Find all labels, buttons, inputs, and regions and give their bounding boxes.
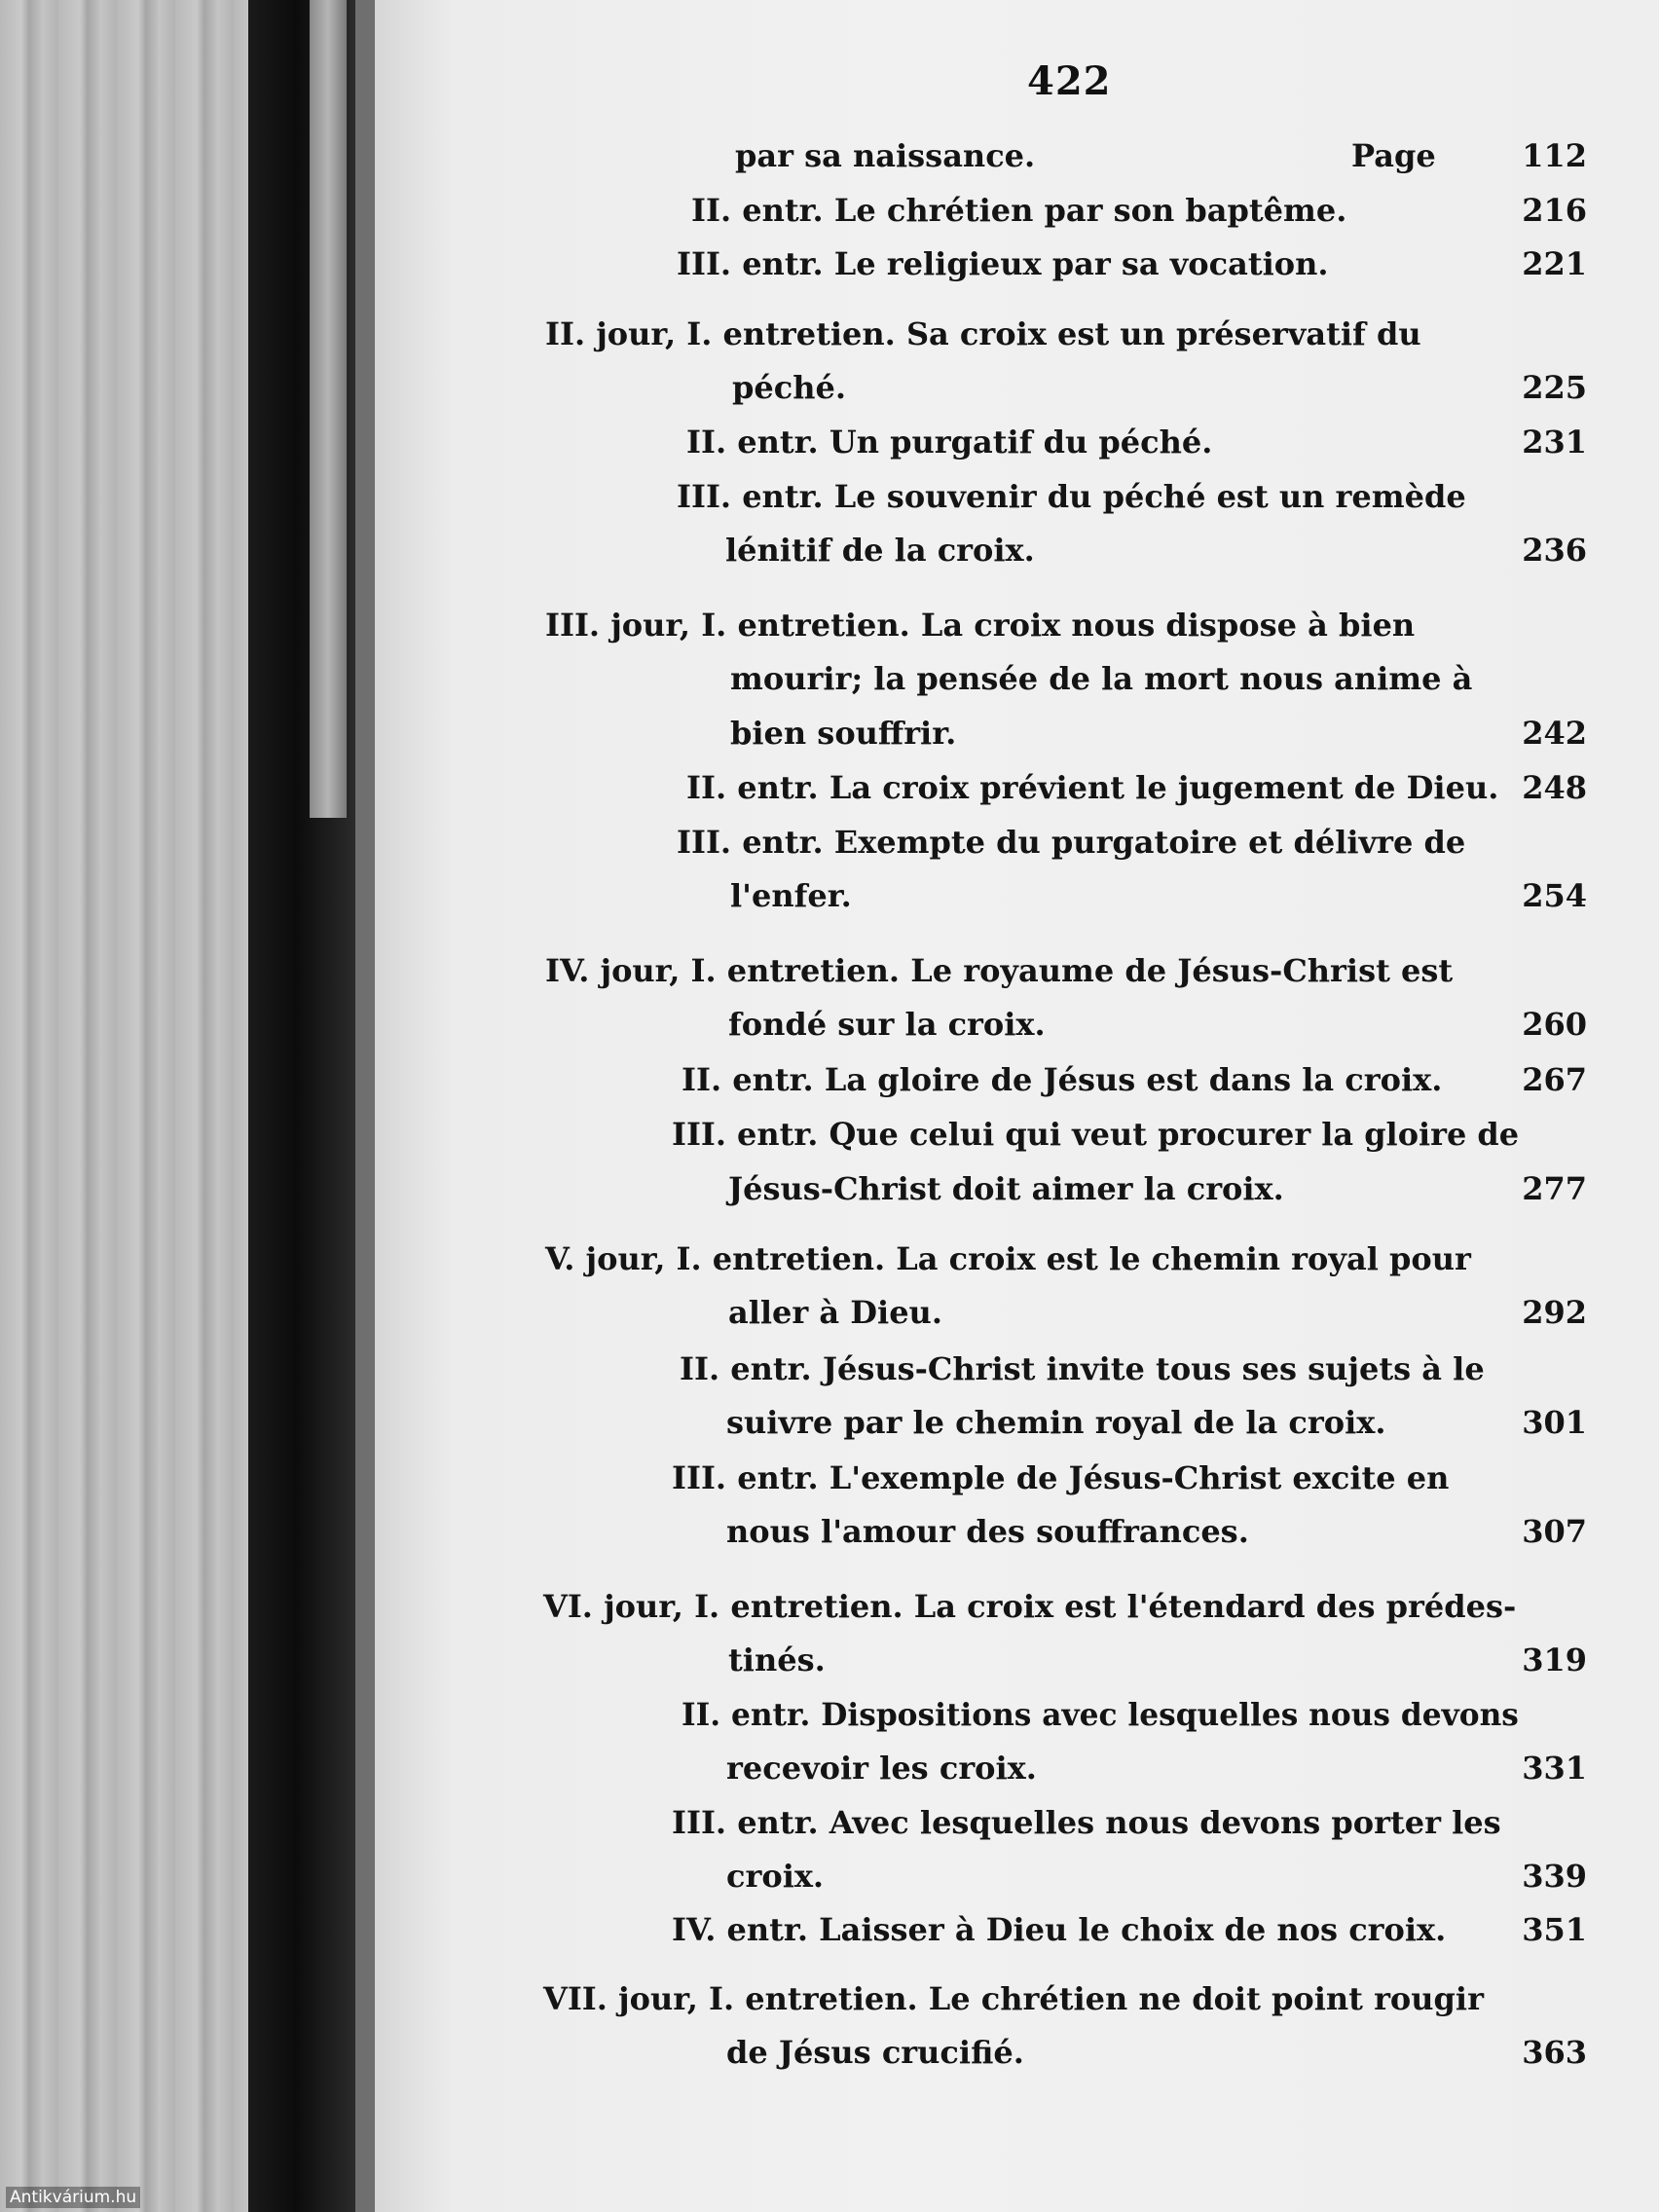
toc-entry-text: III. jour, I. entretien. La croix nous dispose à bien <box>545 607 1416 644</box>
watermark: Antikvárium.hu <box>6 2187 140 2208</box>
toc-entry-page: 331 <box>1522 1750 1587 1787</box>
toc-entry-text: recevoir les croix. <box>726 1750 1037 1787</box>
toc-entry-page: 236 <box>1522 532 1587 569</box>
toc-entry-text: VII. jour, I. entretien. Le chrétien ne doit point rougir <box>543 1980 1484 2017</box>
toc-entry-text: II. entr. Le chrétien par son baptême. <box>691 192 1347 229</box>
toc-entry-text: Jésus-Christ doit aimer la croix. <box>728 1170 1284 1207</box>
toc-entry-page: 112 <box>1522 137 1587 174</box>
toc-entry-page: 351 <box>1522 1911 1587 1948</box>
toc-entry-text: mourir; la pensée de la mort nous anime à <box>730 660 1473 697</box>
toc-entry-text: III. entr. L'exemple de Jésus-Christ excite en <box>672 1459 1450 1496</box>
toc-entry-text: croix. <box>726 1858 825 1895</box>
toc-entry-page: 301 <box>1522 1404 1587 1441</box>
toc-entry-text: IV. entr. Laisser à Dieu le choix de nos croix. <box>672 1911 1447 1948</box>
toc-entry-text: II. entr. Jésus-Christ invite tous ses sujets à le <box>680 1350 1485 1387</box>
toc-entry-text: tinés. <box>728 1641 826 1678</box>
toc-entry-text: III. entr. Le souvenir du péché est un remède <box>677 478 1466 515</box>
toc-entry-text: III. entr. Avec lesquelles nous devons porter les <box>672 1804 1501 1841</box>
toc-entry-text: bien souffrir. <box>730 715 957 752</box>
toc-entry-text: II. entr. Un purgatif du péché. <box>686 424 1213 461</box>
toc-entry-page: 221 <box>1522 245 1587 282</box>
page-number: 422 <box>1027 58 1112 104</box>
toc-entry-text: suivre par le chemin royal de la croix. <box>726 1404 1386 1441</box>
toc-entry-text: nous l'amour des souffrances. <box>726 1513 1249 1550</box>
toc-entry-text: péché. <box>732 369 846 406</box>
toc-entry-text: fondé sur la croix. <box>728 1006 1046 1043</box>
toc-entry-text: aller à Dieu. <box>728 1294 942 1331</box>
toc-entry-text: V. jour, I. entretien. La croix est le chemin royal pour <box>545 1240 1471 1277</box>
toc-entry-page: 339 <box>1522 1858 1587 1895</box>
toc-entry-text: II. entr. Dispositions avec lesquelles nous devons <box>682 1696 1519 1733</box>
toc-entry-page: 277 <box>1522 1170 1587 1207</box>
toc-entry-text: II. entr. La croix prévient le jugement de Dieu. <box>686 769 1499 806</box>
toc-entry-text: par sa naissance. <box>735 137 1036 174</box>
toc-entry-page: 248 <box>1522 769 1587 806</box>
toc-entry-page: 260 <box>1522 1006 1587 1043</box>
toc-entry-text: de Jésus crucifié. <box>726 2034 1024 2071</box>
toc-entry-text: III. entr. Exempte du purgatoire et délivre de <box>677 824 1466 861</box>
toc-entry-page: 363 <box>1522 2034 1587 2071</box>
toc-entry-text: l'enfer. <box>730 877 852 914</box>
toc-entry-text: III. entr. Que celui qui veut procurer la gloire de <box>672 1116 1520 1153</box>
toc-entry-page: 267 <box>1522 1061 1587 1098</box>
toc-entry-page: 292 <box>1522 1294 1587 1331</box>
toc-entry-text: II. jour, I. entretien. Sa croix est un préservatif du <box>545 315 1421 352</box>
toc-entry-page: 307 <box>1522 1513 1587 1550</box>
toc-entry-text: IV. jour, I. entretien. Le royaume de Jésus-Christ est <box>545 952 1454 989</box>
toc-entry-text: VI. jour, I. entretien. La croix est l'étendard des prédes- <box>543 1588 1517 1625</box>
toc-entry-page: 319 <box>1522 1641 1587 1678</box>
toc-entry-page: 242 <box>1522 715 1587 752</box>
toc-entry-text: II. entr. La gloire de Jésus est dans la croix. <box>682 1061 1443 1098</box>
toc-entry-page: 254 <box>1522 877 1587 914</box>
toc-entry-text: lénitif de la croix. <box>725 532 1035 569</box>
page-edge-strip <box>310 0 347 818</box>
background-surface <box>0 0 263 2212</box>
toc-entry-page: 231 <box>1522 424 1587 461</box>
toc-entry-text: III. entr. Le religieux par sa vocation. <box>677 245 1329 282</box>
toc-entry-page: 225 <box>1522 369 1587 406</box>
toc-entry-page: 216 <box>1522 192 1587 229</box>
page-column-label: Page <box>1351 137 1436 174</box>
